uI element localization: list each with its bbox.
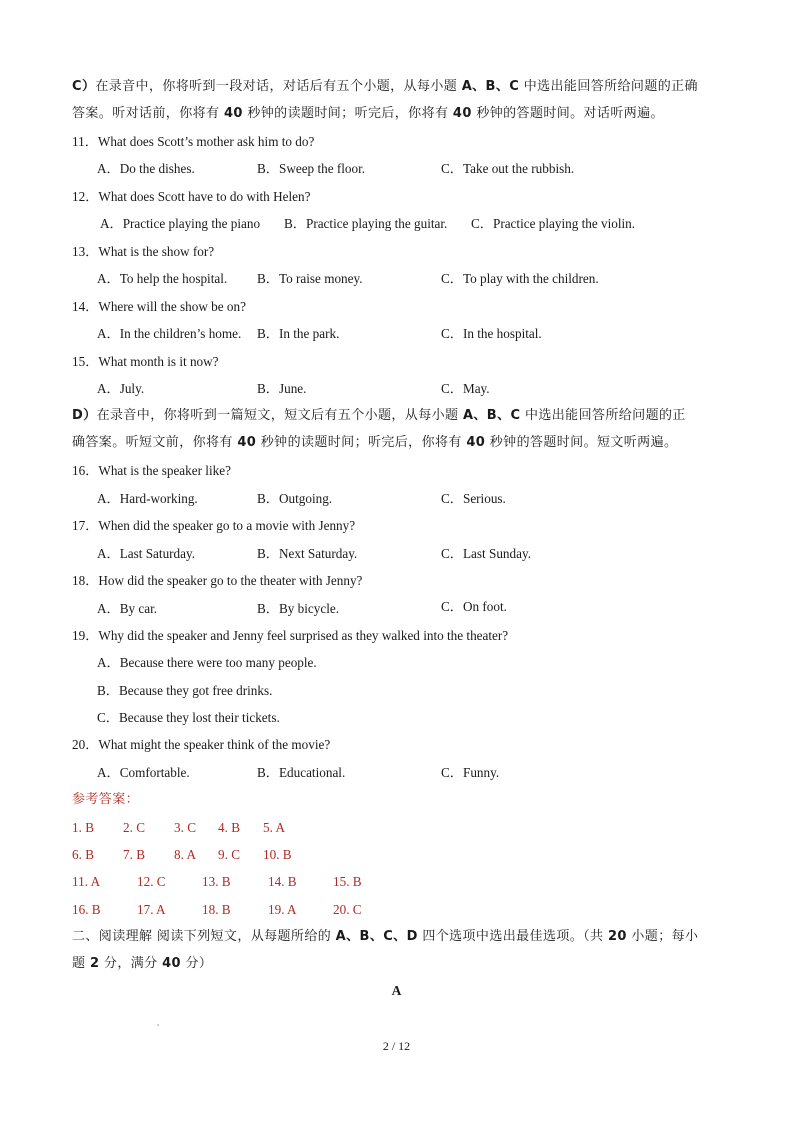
q20-option-b: B．Educational. [257,765,346,780]
answer-item: 15. B [333,874,362,889]
question-11: 11．What does Scott’s mother ask him to do? [72,134,315,149]
q18-option-b: B．By bicycle. [257,601,340,616]
answer-item: 13. B [202,874,231,889]
question-18: 18．How did the speaker go to the theater with Jenny? [72,573,363,588]
q12-option-a: A．Practice playing the piano [100,216,261,231]
answer-key-title: 参考答案： [72,792,140,807]
question-19: 19．Why did the speaker and Jenny feel surprised as they walked into the theater? [72,628,509,643]
answer-item: 12. C [137,874,166,889]
q11-option-c: C．Take out the rubbish. [441,161,575,176]
section-c-instruction-line1: C）在录音中，你将听到一段对话，对话后有五个小题，从每小题 A、B、C 中选出能回答所给问题的正确 [72,79,698,94]
answer-item: 2. C [123,820,145,835]
q18-option-a: A．By car. [97,601,158,616]
page-number: 2 / 12 [382,1039,411,1053]
q14-option-a: A．In the children’s home. [97,326,242,341]
question-13: 13．What is the show for? [72,244,215,259]
answer-item: 4. B [218,820,240,835]
question-17: 17．When did the speaker go to a movie with Jenny? [72,518,356,533]
q19-option-a: A．Because there were too many people. [97,655,317,670]
question-16: 16．What is the speaker like? [72,463,231,478]
q16-option-b: B．Outgoing. [257,491,333,506]
answer-item: 1. B [72,820,94,835]
question-15: 15．What month is it now? [72,354,219,369]
answer-item: 14. B [268,874,297,889]
answer-item: 6. B [72,847,94,862]
q14-option-b: B．In the park. [257,326,340,341]
q12-option-b: B．Practice playing the guitar. [284,216,448,231]
answer-item: 18. B [202,902,231,917]
answer-item: 5. A [263,820,285,835]
passage-heading: A [391,983,402,998]
q17-option-a: A．Last Saturday. [97,546,196,561]
section-d-instruction-line1: D）在录音中，你将听到一篇短文，短文后有五个小题，从每小题 A、B、C 中选出能回答所给问题的正 [72,408,686,423]
speck-mark [157,1024,159,1026]
q13-option-b: B．To raise money. [257,271,363,286]
section-d-instruction-line2: 确答案。听短文前，你将有 40 秒钟的读题时间；听完后，你将有 40 秒钟的答题时间。短文听两遍。 [72,435,678,450]
answer-item: 8. A [174,847,196,862]
reading-instruction-line1: 二、阅读理解 阅读下列短文，从每题所给的 A、B、C、D 四个选项中选出最佳选项。（共 20 小题；每小 [72,929,699,944]
q12-option-c: C．Practice playing the violin. [471,216,636,231]
q16-option-a: A．Hard-working. [97,491,198,506]
question-12: 12．What does Scott have to do with Helen? [72,189,311,204]
answer-item: 10. B [263,847,292,862]
q11-option-b: B．Sweep the floor. [257,161,366,176]
section-c-instruction-line2: 答案。听对话前，你将有 40 秒钟的读题时间；听完后，你将有 40 秒钟的答题时间。对话听两遍。 [72,106,664,121]
answer-item: 11. A [72,874,101,889]
q15-option-c: C．May. [441,381,490,396]
q15-option-a: A．July. [97,381,145,396]
reading-instruction-line2: 题 2 分，满分 40 分） [72,956,213,971]
answer-item: 3. C [174,820,196,835]
q18-option-c: C．On foot. [441,599,507,614]
q20-option-a: A．Comfortable. [97,765,190,780]
q13-option-c: C．To play with the children. [441,271,599,286]
answer-item: 7. B [123,847,145,862]
answer-item: 16. B [72,902,101,917]
question-14: 14．Where will the show be on? [72,299,246,314]
answer-item: 9. C [218,847,240,862]
q19-option-b: B．Because they got free drinks. [97,683,273,698]
q14-option-c: C．In the hospital. [441,326,542,341]
q19-option-c: C．Because they lost their tickets. [97,710,280,725]
answer-item: 17. A [137,902,166,917]
answer-item: 20. C [333,902,362,917]
answer-item: 19. A [268,902,297,917]
question-20: 20．What might the speaker think of the movie? [72,737,331,752]
q15-option-b: B．June. [257,381,307,396]
q17-option-c: C．Last Sunday. [441,546,531,561]
q11-option-a: A．Do the dishes. [97,161,195,176]
q16-option-c: C．Serious. [441,491,506,506]
q17-option-b: B．Next Saturday. [257,546,358,561]
q13-option-a: A．To help the hospital. [97,271,228,286]
q20-option-c: C．Funny. [441,765,500,780]
